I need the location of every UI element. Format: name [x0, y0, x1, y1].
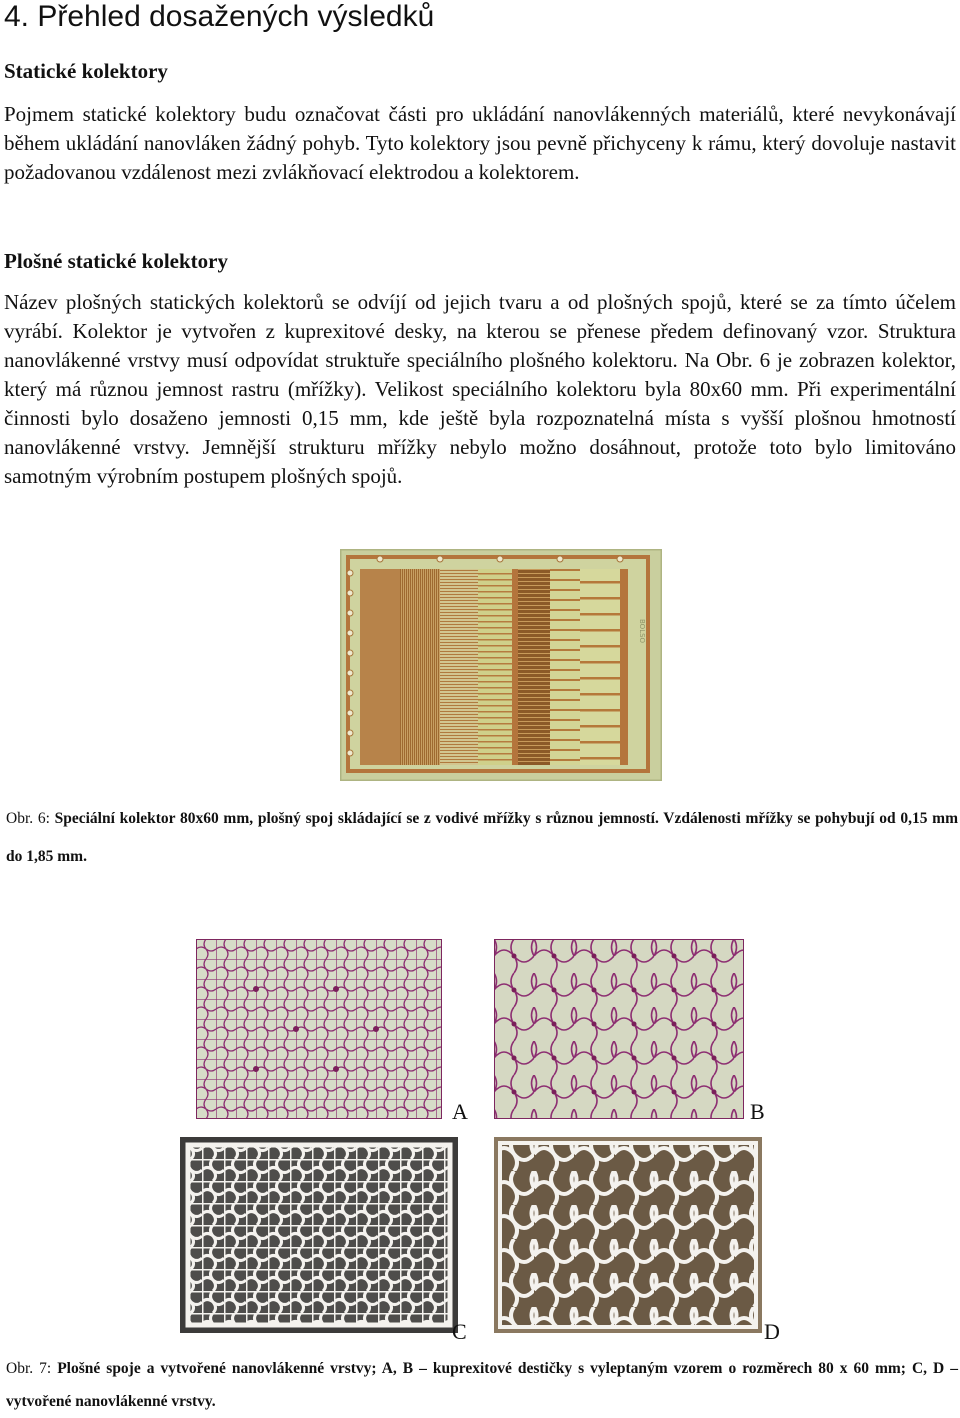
paragraph-static-collectors: Pojmem statické kolektory budu označovat části pro ukládání nanovlákenných materiálů, které nevykonávají během ukládání nanovláken žádný pohyb. Tyto kolektory jsou pevně přichyceny k rámu, který dovoluje nastavit požadovanou vzdálenost mezi zvlákňovací elektrodou a kolektorem. [4, 102, 956, 184]
figure-7-photo-a [196, 939, 442, 1119]
section-title-static-collectors: Statické kolektory [4, 59, 168, 83]
figure-7-letter-b: B [750, 1099, 765, 1124]
figure-7-caption [6, 1352, 958, 1418]
pcb-board-marking: BOLSO [638, 619, 646, 644]
page-heading: 4. Přehled dosažených výsledků [4, 0, 435, 33]
figure-7-letter-c: C [452, 1319, 467, 1344]
figure-7-letter-d: D [764, 1319, 780, 1344]
figure-6-label: Obr. 6: [6, 810, 50, 827]
figure-7-photo-d [494, 1137, 762, 1333]
figure-7-photo-c [180, 1137, 458, 1333]
figure-6-caption-text: Speciální kolektor 80x60 mm, plošný spoj skládající se z vodivé mřížky s různou jemností. Vzdálenosti mřížky se pohybují od 0,15 mm do 1,85 mm. [6, 810, 958, 865]
figure-7-letter-a: A [452, 1099, 468, 1124]
figure-7-photo-b [494, 939, 744, 1119]
figure-6-pcb-photo [340, 549, 662, 781]
figure-6-caption [6, 800, 958, 876]
figure-7-label: Obr. 7: [6, 1360, 52, 1377]
figure-7-caption-text: Plošné spoje a vytvořené nanovlákenné vrstvy; A, B – kuprexitové destičky s vyleptaným vzorem o rozměrech 80 x 60 mm; C, D – vytvořené nanovlákenné vrstvy. [6, 1360, 959, 1410]
section-title-planar-collectors: Plošné statické kolektory [4, 249, 228, 273]
paragraph-planar-collectors: Název plošných statických kolektorů se odvíjí od jejich tvaru a od plošných spojů, které se za tímto účelem vyrábí. Kolektor je vytvořen z kuprexitové desky, na kterou se přenese předem definovaný vzor. Struktura nanovlákenné vrstvy musí odpovídat struktuře speciálního plošného kolektoru. Na Obr. 6 je zobrazen kolektor, který má různou jemnost rastru (mřížky). Velikost speciálního kolektoru byla 80x60 mm. Při experimentální činnosti bylo dosaženo jemnosti 0,15 mm, kde ještě byla rozpoznatelná místa s vyšší plošnou hmotností nanovlákenné vrstvy. Jemnější strukturu mřížky nebylo možno dosáhnout, protože toto bylo limitováno samotným výrobním postupem plošných spojů. [4, 290, 956, 488]
